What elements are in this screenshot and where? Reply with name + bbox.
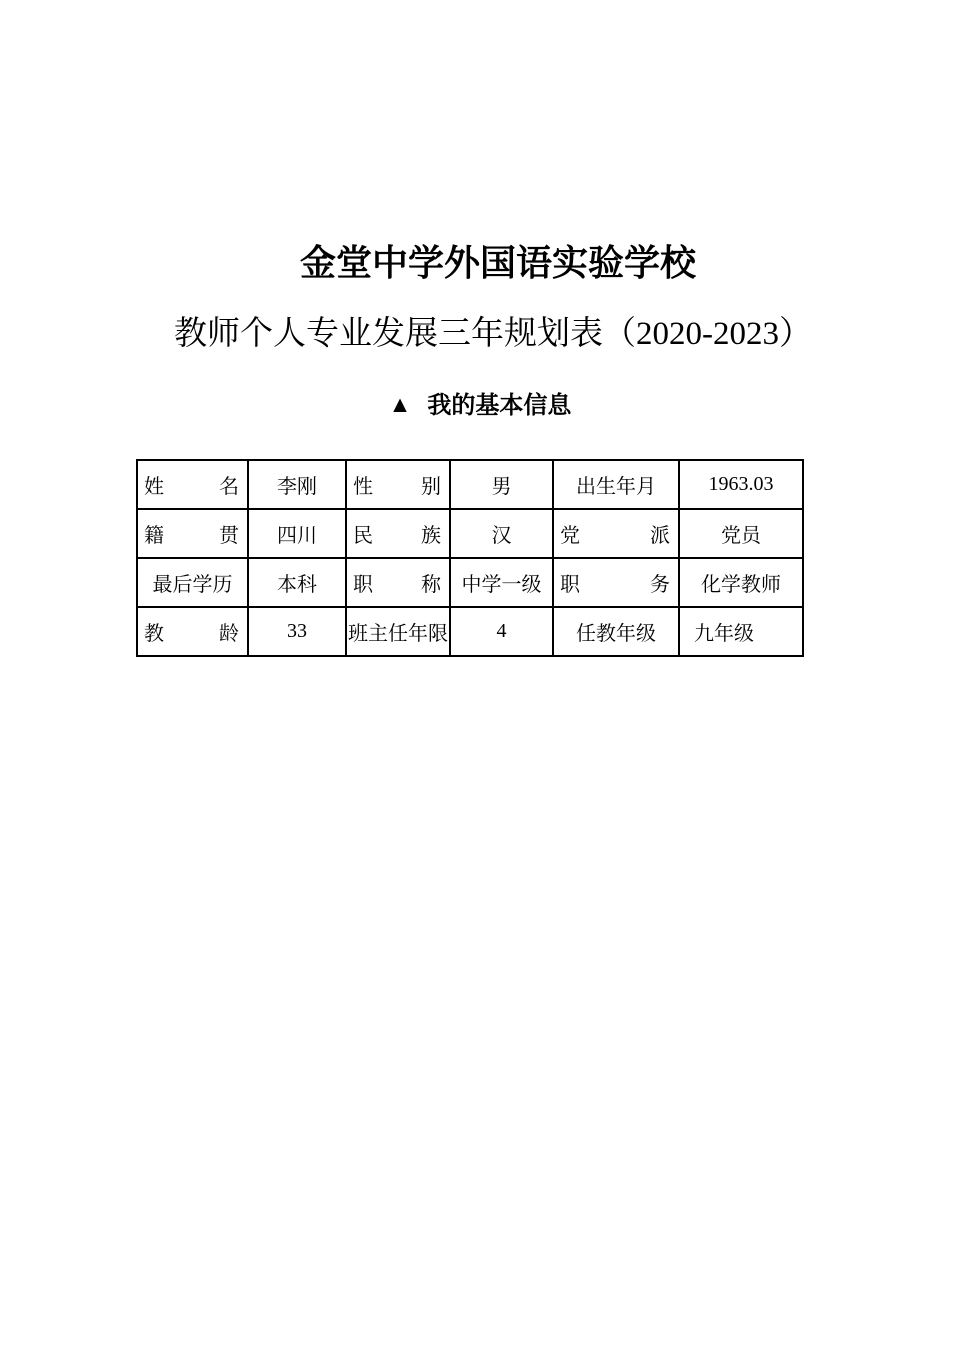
gender-label: 性 别 (346, 460, 450, 509)
table-row (137, 558, 803, 607)
job-title-value: 中学一级 (450, 558, 553, 607)
education-label: 最后学历 (137, 558, 248, 607)
plan-title: 教师个人专业发展三年规划表（2020-2023） (174, 316, 812, 352)
teaching-years-label: 教 龄 (137, 607, 248, 656)
birthdate-label: 出生年月 (553, 460, 679, 509)
native-place-value: 四川 (248, 509, 346, 558)
teaching-years-value: 33 (248, 607, 346, 656)
job-title-label: 职 称 (346, 558, 450, 607)
name-value: 李刚 (248, 460, 346, 509)
native-place-label: 籍 贯 (137, 509, 248, 558)
ethnicity-label: 民 族 (346, 509, 450, 558)
table-row (137, 460, 803, 509)
party-value: 党员 (679, 509, 803, 558)
birthdate-value: 1963.03 (679, 460, 803, 509)
ethnicity-value: 汉 (450, 509, 553, 558)
position-value: 化学教师 (679, 558, 803, 607)
teaching-grade-value: 九年级 (679, 607, 803, 656)
section-heading (0, 393, 960, 419)
triangle-marker-icon: ▲ (388, 392, 412, 417)
school-title: 金堂中学外国语实验学校 (299, 243, 696, 283)
table-row (137, 509, 803, 558)
section-heading-text: 我的基本信息 (427, 393, 572, 419)
teaching-grade-label: 任教年级 (553, 607, 679, 656)
education-value: 本科 (248, 558, 346, 607)
basic-info-table (136, 459, 804, 657)
table-row (137, 607, 803, 656)
party-label: 党 派 (553, 509, 679, 558)
class-teacher-years-label: 班主任年限 (346, 607, 450, 656)
name-label: 姓 名 (137, 460, 248, 509)
class-teacher-years-value: 4 (450, 607, 553, 656)
gender-value: 男 (450, 460, 553, 509)
position-label: 职 务 (553, 558, 679, 607)
